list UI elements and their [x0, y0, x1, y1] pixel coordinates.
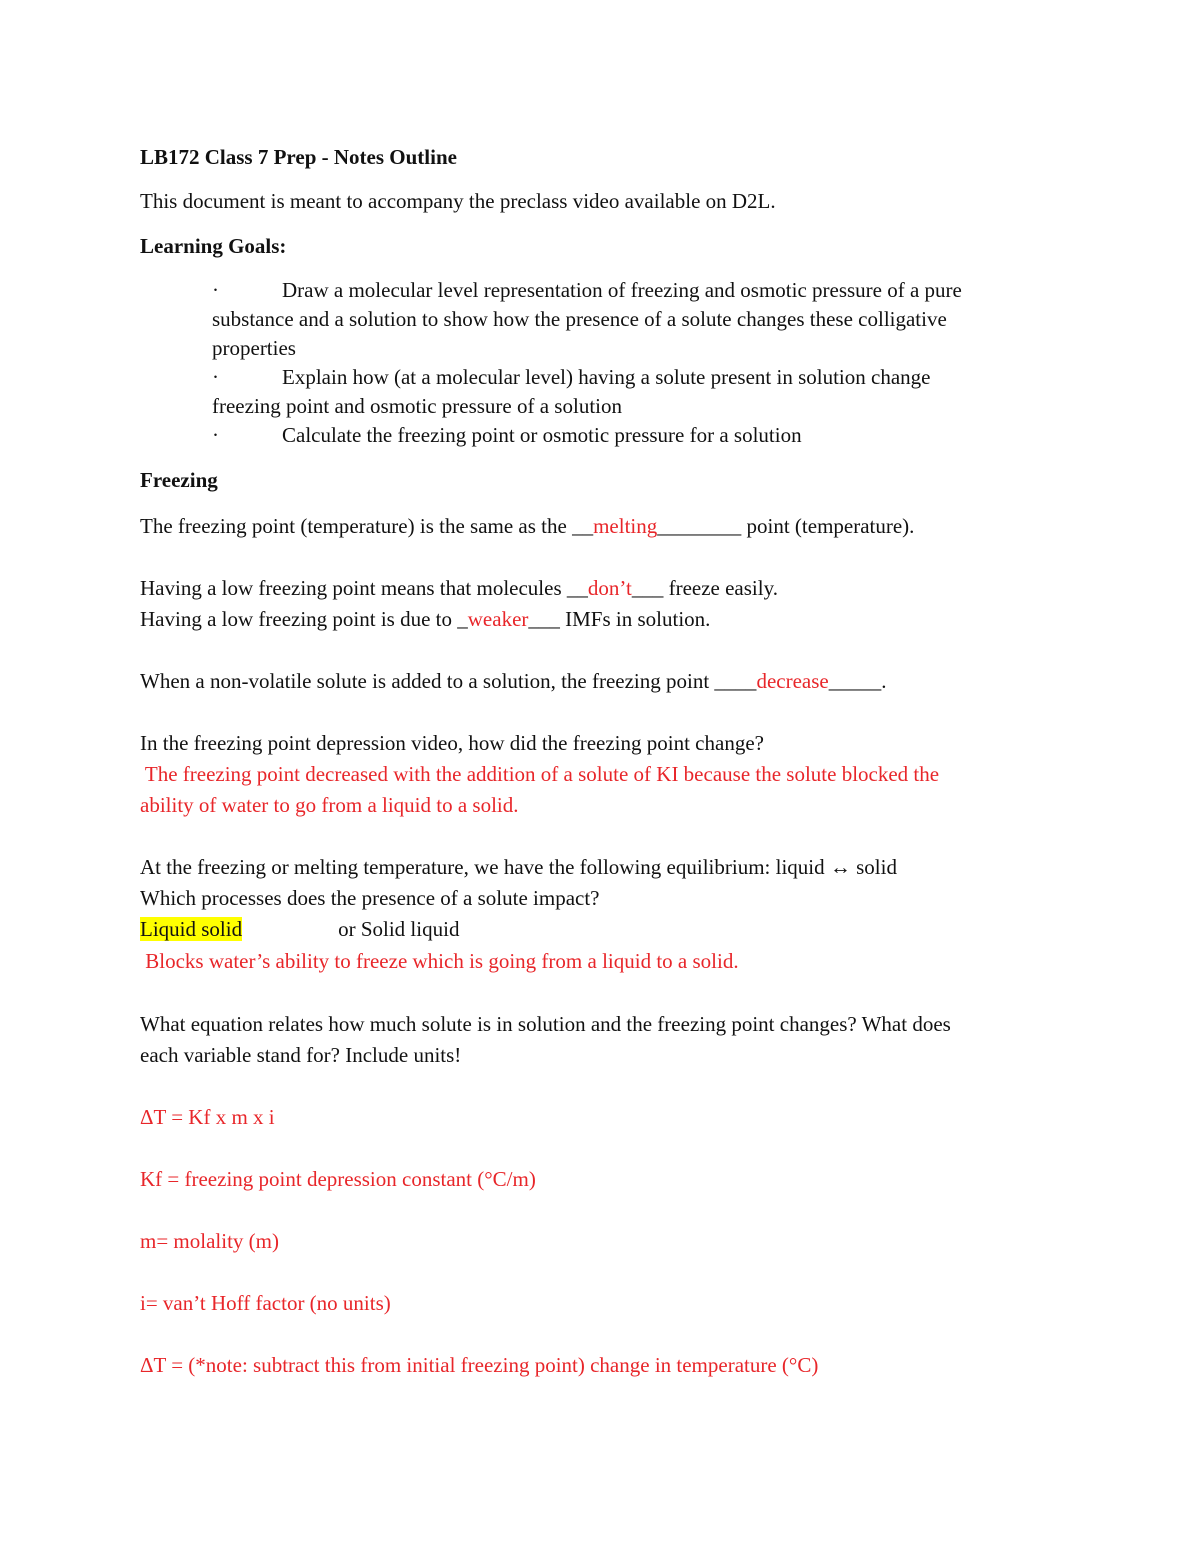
goal-text: Calculate the freezing point or osmotic pressure for a solution: [282, 423, 802, 447]
learning-goal-1: [212, 278, 962, 303]
answer-text: weaker: [467, 607, 529, 631]
intro-text: This document is meant to accompany the preclass video available on D2L.: [140, 189, 776, 213]
question-low-freezing-imfs: [140, 607, 710, 632]
equation-question-line2: each variable stand for? Include units!: [140, 1043, 462, 1067]
question-nonvolatile-solute: [140, 669, 886, 694]
learning-goals-heading: Learning Goals:: [140, 234, 287, 258]
answer-text: decrease: [756, 669, 829, 693]
equilibrium-question: Which processes does the presence of a solute impact?: [140, 886, 600, 910]
learning-goal-3: [212, 423, 802, 448]
m-definition: m= molality (m): [140, 1229, 279, 1253]
learning-goal-2: [212, 365, 930, 390]
bullet-icon: ·: [212, 423, 219, 447]
equilibrium-options: [140, 917, 459, 942]
question-text: _____.: [828, 669, 887, 693]
goal-text: Draw a molecular level representation of freezing and osmotic pressure of a pure: [282, 278, 962, 302]
question-video: In the freezing point depression video, how did the freezing point change?: [140, 731, 764, 755]
question-text: Having a low freezing point means that molecules __: [140, 576, 588, 600]
other-option: or Solid liquid: [338, 917, 460, 941]
question-low-freezing-molecules: [140, 576, 778, 601]
answer-video-line1: The freezing point decreased with the addition of a solute of KI because the solute blocked the: [140, 762, 940, 786]
learning-goal-1-cont: substance and a solution to show how the presence of a solute changes these colligative: [212, 307, 947, 331]
question-text: ___ freeze easily.: [631, 576, 778, 600]
i-definition: i= van’t Hoff factor (no units): [140, 1291, 391, 1315]
dt-definition: ΔT = (*note: subtract this from initial freezing point) change in temperature (°C): [140, 1353, 819, 1377]
answer-text: melting: [593, 514, 658, 538]
equilibrium-answer: Blocks water’s ability to freeze which is going from a liquid to a solid.: [140, 949, 739, 973]
equilibrium-statement: At the freezing or melting temperature, we have the following equilibrium: liquid ↔ solid: [140, 855, 897, 879]
bullet-icon: ·: [212, 278, 219, 302]
answer-text: don’t: [587, 576, 632, 600]
question-text: The freezing point (temperature) is the same as the __: [140, 514, 594, 538]
learning-goal-1-cont: properties: [212, 336, 296, 360]
document-title: LB172 Class 7 Prep - Notes Outline: [140, 145, 457, 169]
kf-definition: Kf = freezing point depression constant (°C/m): [140, 1167, 536, 1191]
equation-question-line1: What equation relates how much solute is in solution and the freezing point changes? What does: [140, 1012, 951, 1036]
bullet-icon: ·: [212, 365, 219, 389]
question-text: Having a low freezing point is due to _: [140, 607, 468, 631]
goal-text: Explain how (at a molecular level) having a solute present in solution change: [282, 365, 931, 389]
question-melting-point: [140, 514, 914, 539]
freezing-heading: Freezing: [140, 468, 218, 492]
question-text: ___ IMFs in solution.: [528, 607, 711, 631]
equation: ΔT = Kf x m x i: [140, 1105, 275, 1129]
answer-video-line2: ability of water to go from a liquid to a solid.: [140, 793, 519, 817]
highlighted-option: Liquid solid: [140, 917, 243, 941]
question-text: When a non-volatile solute is added to a solution, the freezing point ____: [140, 669, 757, 693]
learning-goal-2-cont: freezing point and osmotic pressure of a solution: [212, 394, 622, 418]
question-text: ________ point (temperature).: [657, 514, 915, 538]
